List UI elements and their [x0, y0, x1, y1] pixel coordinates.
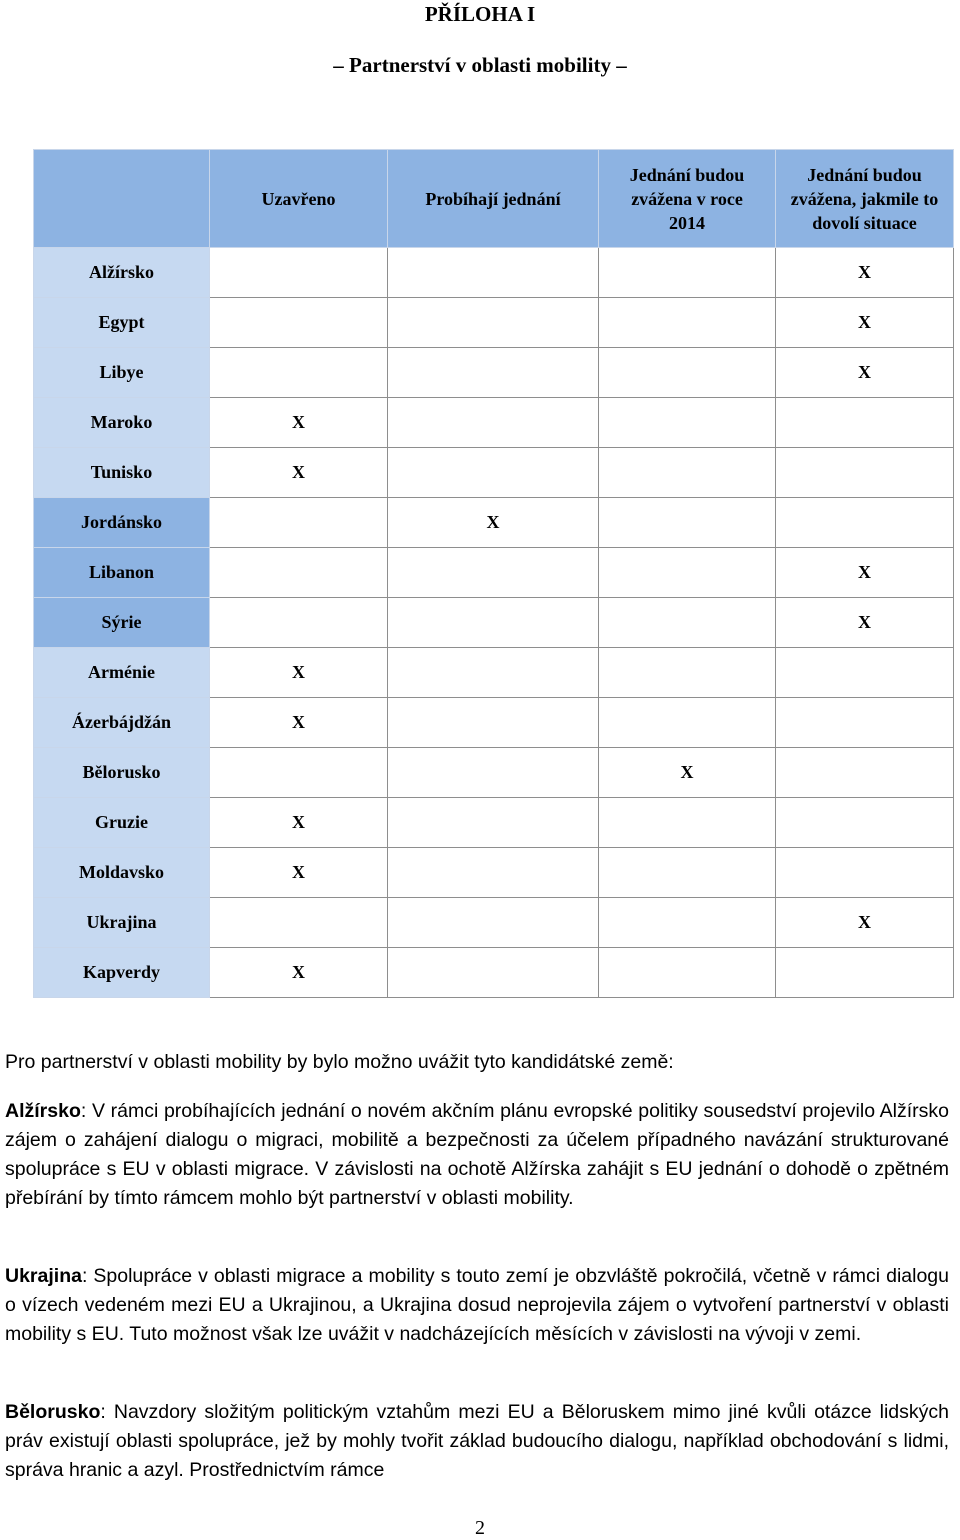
empty-cell — [776, 948, 954, 998]
empty-cell — [599, 398, 776, 448]
page-number: 2 — [475, 1517, 485, 1539]
table-row — [34, 598, 954, 648]
country-cell: Egypt — [34, 298, 210, 348]
paragraph-algeria — [5, 1097, 949, 1213]
empty-cell — [776, 798, 954, 848]
empty-cell — [776, 648, 954, 698]
table-row — [34, 848, 954, 898]
table-row — [34, 448, 954, 498]
status-mark: X — [776, 348, 954, 398]
country-cell: Libye — [34, 348, 210, 398]
empty-cell — [210, 548, 388, 598]
status-mark: X — [210, 948, 388, 998]
empty-cell — [388, 898, 599, 948]
table-row — [34, 948, 954, 998]
empty-cell — [210, 348, 388, 398]
annex-subtitle: – Partnerství v oblasti mobility – — [333, 53, 627, 77]
empty-cell — [210, 598, 388, 648]
table-row — [34, 348, 954, 398]
annex-title: PŘÍLOHA I — [424, 2, 536, 26]
empty-cell — [388, 848, 599, 898]
status-mark: X — [210, 848, 388, 898]
empty-cell — [599, 898, 776, 948]
header-2014-label: Jednání budou zvážena v roce 2014 — [629, 164, 745, 233]
empty-cell — [599, 548, 776, 598]
table-row — [34, 648, 954, 698]
paragraph-belarus — [5, 1398, 949, 1485]
status-mark: X — [210, 798, 388, 848]
table-row — [34, 298, 954, 348]
table-row — [34, 898, 954, 948]
empty-cell — [388, 648, 599, 698]
empty-cell — [776, 848, 954, 898]
country-cell: Moldavsko — [34, 848, 210, 898]
empty-cell — [776, 398, 954, 448]
empty-cell — [776, 748, 954, 798]
status-mark: X — [599, 748, 776, 798]
status-mark: X — [388, 498, 599, 548]
empty-cell — [210, 248, 388, 298]
empty-cell — [388, 798, 599, 848]
country-cell: Ukrajina — [34, 898, 210, 948]
empty-cell — [599, 848, 776, 898]
empty-cell — [388, 298, 599, 348]
country-cell: Arménie — [34, 648, 210, 698]
mobility-partnership-table — [33, 149, 954, 998]
empty-cell — [599, 348, 776, 398]
paragraph-ukraine-term: Ukrajina — [5, 1265, 82, 1287]
country-cell: Libanon — [34, 548, 210, 598]
empty-cell — [388, 398, 599, 448]
status-mark: X — [210, 698, 388, 748]
status-mark: X — [776, 298, 954, 348]
country-cell: Maroko — [34, 398, 210, 448]
candidate-intro: Pro partnerství v oblasti mobility by bylo možno uvážit tyto kandidátské země: — [5, 1051, 674, 1073]
empty-cell — [599, 598, 776, 648]
empty-cell — [388, 348, 599, 398]
empty-cell — [388, 748, 599, 798]
status-mark: X — [776, 248, 954, 298]
status-mark: X — [210, 448, 388, 498]
empty-cell — [599, 298, 776, 348]
table-row — [34, 748, 954, 798]
empty-cell — [599, 448, 776, 498]
empty-cell — [776, 448, 954, 498]
header-2014 — [599, 150, 776, 248]
empty-cell — [776, 698, 954, 748]
status-mark: X — [776, 898, 954, 948]
empty-cell — [599, 498, 776, 548]
header-when-possible-label: Jednání budou zvážena, jakmile to dovolí situace — [790, 164, 939, 233]
country-cell: Sýrie — [34, 598, 210, 648]
status-mark: X — [210, 648, 388, 698]
country-cell: Gruzie — [34, 798, 210, 848]
header-when-possible — [776, 150, 954, 248]
empty-cell — [210, 898, 388, 948]
country-cell: Ázerbájdžán — [34, 698, 210, 748]
country-cell: Kapverdy — [34, 948, 210, 998]
paragraph-algeria-term: Alžírsko — [5, 1100, 81, 1122]
paragraph-algeria-text: : V rámci probíhajících jednání o novém akčním plánu evropské politiky sousedství projevilo Alžírsko zájem o zahájení dialogu o migraci, mobilitě a bezpečnosti za účelem případného navázání strukturované spolupráce s EU v oblasti migrace. V závislosti na ochotě Alžírska zahájit s EU jednání o dohodě o zpětném přebírání by tímto rámcem mohlo být partnerství v oblasti mobility. — [5, 1100, 949, 1209]
empty-cell — [776, 498, 954, 548]
empty-cell — [210, 298, 388, 348]
country-cell: Alžírsko — [34, 248, 210, 298]
empty-cell — [210, 748, 388, 798]
empty-cell — [388, 248, 599, 298]
country-cell: Bělorusko — [34, 748, 210, 798]
paragraph-ukraine — [5, 1262, 949, 1349]
table-header-row — [34, 150, 954, 248]
header-concluded: Uzavřeno — [210, 150, 388, 248]
paragraph-ukraine-text: : Spolupráce v oblasti migrace a mobility s touto zemí je obzvláště pokročilá, včetně v rámci dialogu o vízech vedeném mezi EU a Ukrajinou, a Ukrajina dosud neprojevila zájem o vytvoření partnerství v oblasti mobility s EU. Tuto možnost však lze uvážit v nadcházejících měsících v závislosti na vývoji v zemi. — [5, 1265, 949, 1345]
paragraph-belarus-term: Bělorusko — [5, 1401, 101, 1423]
empty-cell — [210, 498, 388, 548]
country-cell: Jordánsko — [34, 498, 210, 548]
table-row — [34, 698, 954, 748]
table-row — [34, 398, 954, 448]
country-cell: Tunisko — [34, 448, 210, 498]
empty-cell — [599, 948, 776, 998]
table-row — [34, 548, 954, 598]
empty-cell — [388, 548, 599, 598]
table-row — [34, 498, 954, 548]
table-row — [34, 798, 954, 848]
header-corner — [34, 150, 210, 248]
empty-cell — [599, 648, 776, 698]
status-mark: X — [776, 598, 954, 648]
empty-cell — [388, 948, 599, 998]
paragraph-belarus-text: : Navzdory složitým politickým vztahům mezi EU a Běloruskem mimo jiné kvůli otázce lidských práv existují oblasti spolupráce, jež by mohly tvořit základ budoucího dialogu, například obchodování s lidmi, správa hranic a azyl. Prostřednictvím rámce — [5, 1401, 949, 1481]
status-mark: X — [776, 548, 954, 598]
empty-cell — [599, 798, 776, 848]
empty-cell — [388, 448, 599, 498]
header-ongoing: Probíhají jednání — [388, 150, 599, 248]
empty-cell — [599, 248, 776, 298]
table-row — [34, 248, 954, 298]
empty-cell — [388, 598, 599, 648]
empty-cell — [388, 698, 599, 748]
status-mark: X — [210, 398, 388, 448]
empty-cell — [599, 698, 776, 748]
